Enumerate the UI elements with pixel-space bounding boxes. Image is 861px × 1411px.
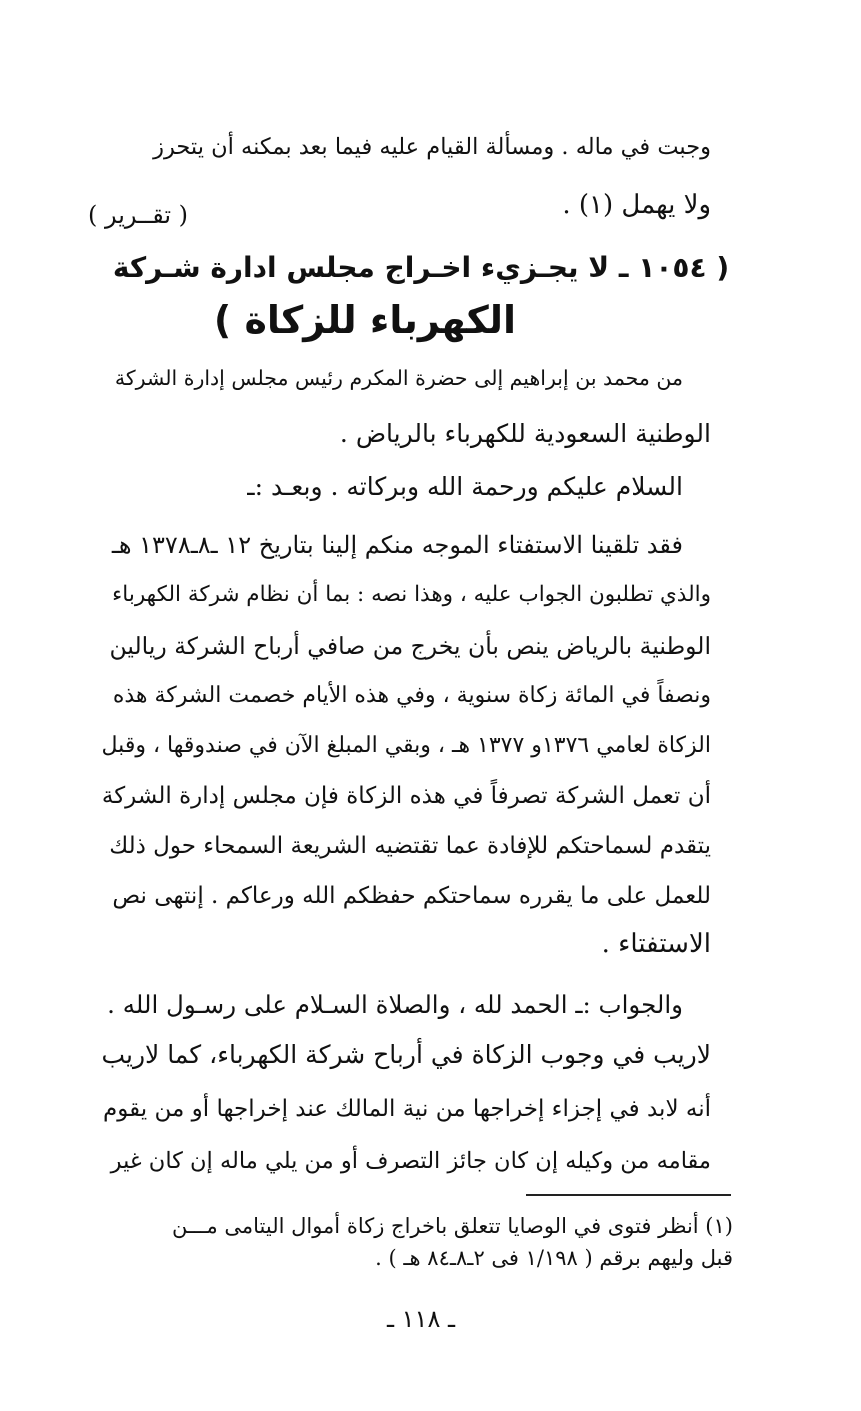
intro-signature: ( تقــرير ) [88, 201, 189, 229]
fatwa-title-line-2: الكهرباء للزكاة ) [213, 298, 516, 342]
question-line-3: الوطنية بالرياض ينص بأن يخرج من صافي أرباح الشركة ريالين [109, 632, 711, 660]
answer-line-3: أنه لابد في إجزاء إخراجها من نية المالك عند إخراجها أو من يقوم [103, 1096, 711, 1122]
page-number: ـ ١١٨ ـ [386, 1305, 455, 1333]
fatwa-title-line-1: ( ١٠٥٤ ـ لا يجـزيء اخـراج مجلس ادارة شـركة [112, 251, 730, 284]
addressee-line-2: الوطنية السعودية للكهرباء بالرياض . [339, 419, 711, 448]
answer-line-2: لاريب في وجوب الزكاة في أرباح شركة الكهرباء، كما لاريب [101, 1040, 711, 1069]
greeting: السلام عليكم ورحمة الله وبركاته . وبعـد :ـ [247, 472, 683, 501]
footnote-line-1: (١) أنظر فتوى في الوصايا تتعلق باخراج زكاة أموال اليتامى مـــن [172, 1214, 733, 1238]
question-line-7: يتقدم لسماحتكم للإفادة عما تقتضيه الشريعة السمحاء حول ذلك [109, 833, 711, 859]
intro-line-1: وجبت في ماله . ومسألة القيام عليه فيما بعد بمكنه أن يتحرز [153, 134, 711, 160]
question-line-2: والذي تطلبون الجواب عليه ، وهذا نصه : بما أن نظام شركة الكهرباء [112, 582, 711, 607]
question-line-5: الزكاة لعامي ١٣٧٦و ١٣٧٧ هـ ، وبقي المبلغ الآن في صندوقها ، وقبل [101, 733, 711, 758]
answer-line-4: مقامه من وكيله إن كان جائز التصرف أو من يلي ماله إن كان غير [110, 1148, 711, 1174]
question-line-6: أن تعمل الشركة تصرفاً في هذه الزكاة فإن مجلس إدارة الشركة [101, 783, 711, 809]
addressee-line-1: من محمد بن إبراهيم إلى حضرة المكرم رئيس مجلس إدارة الشركة [114, 366, 683, 390]
footnote-line-2: قبل وليهم برقم ( ١/١٩٨ فى ٢ـ٨ـ٨٤ هـ ) . [375, 1246, 733, 1270]
intro-line-2: ولا يهمل (١) . [562, 190, 711, 220]
footnote-separator [526, 1194, 731, 1196]
question-line-4: ونصفاً في المائة زكاة سنوية ، وفي هذه الأيام خصمت الشركة هذه [112, 683, 711, 708]
question-line-8: للعمل على ما يقرره سماحتكم حفظكم الله ورعاكم . إنتهى نص [112, 883, 711, 909]
answer-line-1: والجواب :ـ الحمد لله ، والصلاة السـلام على رسـول الله . [107, 990, 683, 1019]
question-line-9: الاستفتاء . [601, 929, 711, 959]
question-line-1: فقد تلقينا الاستفتاء الموجه منكم إلينا بتاريخ ١٢ ـ٨ـ١٣٧٨ هـ [111, 531, 683, 559]
